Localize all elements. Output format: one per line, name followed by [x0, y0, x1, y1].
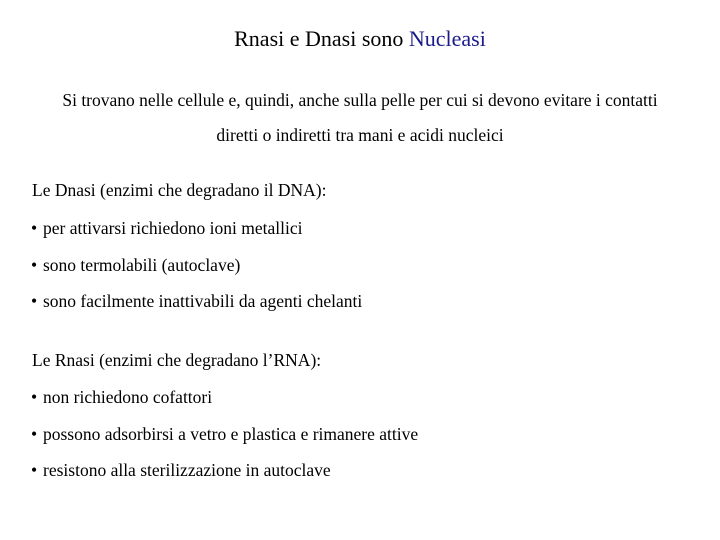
- rnasi-bullet-text: resistono alla sterilizzazione in autoclave: [43, 460, 331, 480]
- dnasi-bullet-item: [31, 218, 303, 239]
- rnasi-heading: Le Rnasi (enzimi che degradano l’RNA):: [32, 350, 322, 370]
- rnasi-bullet-item: [31, 424, 418, 445]
- title-prefix: Rnasi e Dnasi sono: [234, 26, 409, 51]
- dnasi-bullet-item: [31, 255, 240, 276]
- dnasi-bullet-item: [31, 291, 362, 312]
- bullet-icon: •: [31, 255, 38, 275]
- dnasi-bullet-text: sono facilmente inattivabili da agenti chelanti: [43, 291, 363, 311]
- rnasi-bullet-item: [31, 460, 331, 481]
- dnasi-bullet-text: sono termolabili (autoclave): [43, 255, 241, 275]
- dnasi-heading: Le Dnasi (enzimi che degradano il DNA):: [32, 180, 327, 200]
- intro-line-2: diretti o indiretti tra mani e acidi nucleici: [216, 125, 504, 145]
- bullet-icon: •: [31, 387, 38, 407]
- bullet-icon: •: [31, 460, 38, 480]
- rnasi-bullet-text: non richiedono cofattori: [43, 387, 213, 407]
- rnasi-bullet-item: [31, 387, 212, 408]
- bullet-icon: •: [31, 291, 38, 311]
- rnasi-bullet-text: possono adsorbirsi a vetro e plastica e rimanere attive: [43, 424, 419, 444]
- bullet-icon: •: [31, 424, 38, 444]
- slide-title: [0, 22, 720, 56]
- title-highlight: Nucleasi: [408, 26, 486, 51]
- dnasi-bullet-text: per attivarsi richiedono ioni metallici: [43, 218, 303, 238]
- bullet-icon: •: [31, 218, 38, 238]
- intro-line-1: Si trovano nelle cellule e, quindi, anche sulla pelle per cui si devono evitare i contatti: [62, 90, 658, 110]
